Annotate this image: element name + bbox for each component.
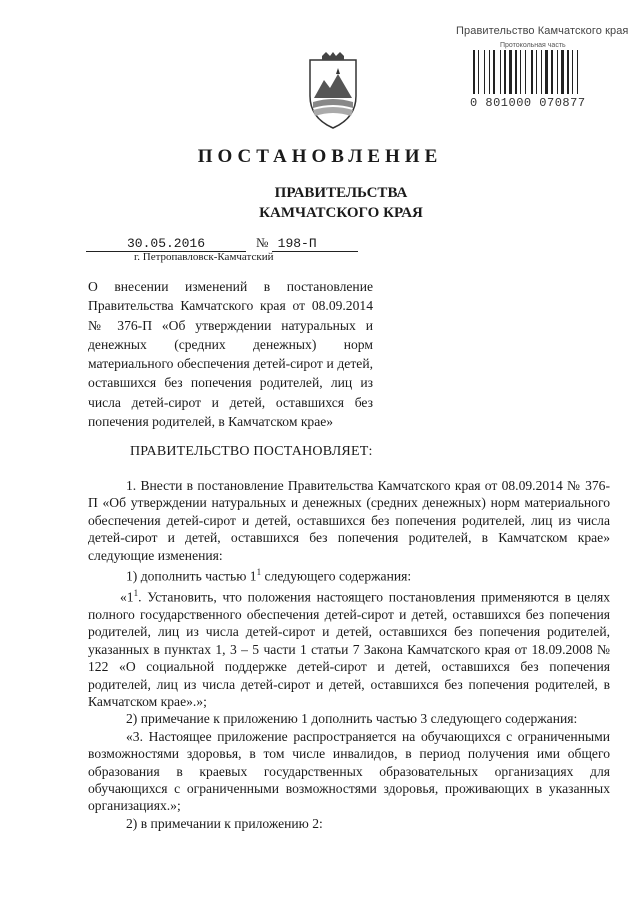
stamp-title: Правительство Камчатского края xyxy=(456,25,629,37)
document-title: ПОСТАНОВЛЕНИЕ xyxy=(197,146,443,167)
document-date: 30.05.2016 xyxy=(86,236,246,252)
coat-of-arms-icon xyxy=(300,52,366,132)
document-subject: О внесении изменений в постановление Правительства Камчатского края от 08.09.2014 № 376-П «Об утверждении натуральных и денежных (средних денежных) норм материального обеспечения детей-сирот и детей, оставшихся без попечения родителей, лиц из числа детей-сирот и детей, оставшихся без попечения родителей, в Камчатском крае» xyxy=(88,279,373,430)
issuer-block xyxy=(0,183,640,223)
paragraph-4: 2) примечание к приложению 1 дополнить частью 3 следующего содержания: xyxy=(126,711,578,727)
document-city: г. Петропавловск-Камчатский xyxy=(134,251,274,263)
barcode-number: 0 801000 070877 xyxy=(470,96,586,110)
paragraph-1: 1. Внести в постановление Правительства Камчатского края от 08.09.2014 № 376-П «Об утверждении натуральных и денежных (средних денежных) норм материального обеспечения детей-сирот и детей, оставшихся без попечения родителей, лиц из числа детей-сирот и детей, оставшихся без попечения родителей, в Камчатском крае» следующие изменения: xyxy=(88,478,610,563)
paragraph-2: 1) дополнить частью $1^1$ следующего содержания: xyxy=(126,567,412,584)
paragraph-5: «3. Настоящее приложение распространяется на обучающихся с ограниченными возможностями здоровья, в том числе инвалидов, в период получения ими общего образования в краевых государственных образовательных организациях для обучающихся с ограниченными возможностями здоровья, проживающих в указанных организациях.»; xyxy=(88,728,610,814)
date-number-line xyxy=(86,235,358,252)
issuer-line-2: КАМЧАТСКОГО КРАЯ xyxy=(259,205,423,221)
decree-heading: ПРАВИТЕЛЬСТВО ПОСТАНОВЛЯЕТ: xyxy=(130,444,373,459)
paragraph-3: «$1^1$. Установить, что положения настоящего постановления применяются в целях полного государственного обеспечения детей-сирот и детей, оставшихся без попечения родителей, лиц из числа детей-сирот и детей, оставшихся без попечения родителей, указанных в пунктах 1, 3 – 5 части 1 статьи 7 Закона Камчатского края от 18.09.2008 № 122 «О социальной поддержке детей-сирот и детей, оставшихся без попечения родителей, лиц из числа детей-сирот и детей, оставшихся без попечения родителей, в Камчатском крае».»; xyxy=(88,587,610,709)
number-label: № xyxy=(256,235,269,250)
issuer-line-1: ПРАВИТЕЛЬСТВА xyxy=(274,185,408,201)
stamp-subtitle: Протокольная часть xyxy=(500,42,566,49)
paragraph-6: 2) в примечании к приложению 2: xyxy=(126,815,323,831)
document-body xyxy=(88,477,610,832)
document-number: 198-П xyxy=(272,236,358,252)
barcode-icon xyxy=(471,50,607,96)
